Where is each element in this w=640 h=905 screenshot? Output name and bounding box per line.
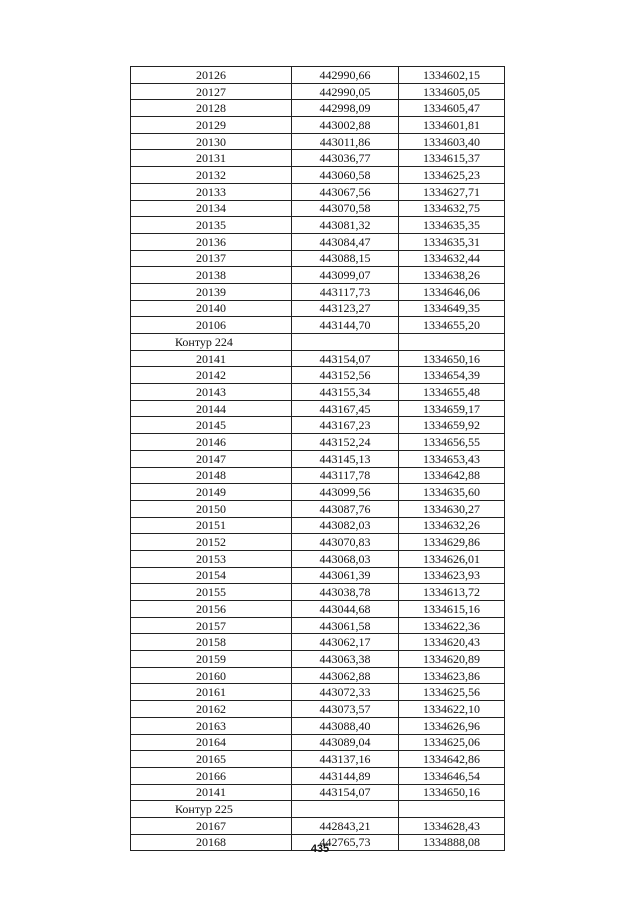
x-coordinate-cell: 443155,34	[292, 384, 399, 401]
y-coordinate-cell: 1334601,81	[399, 117, 505, 134]
table-row	[131, 751, 505, 768]
x-coordinate-cell: 443123,27	[292, 300, 399, 317]
table-row	[131, 417, 505, 434]
x-coordinate-cell: 443145,13	[292, 450, 399, 467]
y-coordinate-cell: 1334659,92	[399, 417, 505, 434]
x-coordinate-cell: 443089,04	[292, 734, 399, 751]
table-row	[131, 450, 505, 467]
point-number-cell: 20155	[131, 584, 292, 601]
table-row	[131, 684, 505, 701]
y-coordinate-cell: 1334632,75	[399, 200, 505, 217]
x-coordinate-cell: 443073,57	[292, 701, 399, 718]
table-row	[131, 400, 505, 417]
x-coordinate-cell: 443061,58	[292, 617, 399, 634]
point-number-cell: 20139	[131, 283, 292, 300]
y-coordinate-cell: 1334656,55	[399, 434, 505, 451]
x-coordinate-cell: 443152,56	[292, 367, 399, 384]
y-coordinate-cell: 1334603,40	[399, 133, 505, 150]
table-row	[131, 200, 505, 217]
y-coordinate-cell: 1334627,71	[399, 183, 505, 200]
y-coordinate-cell: 1334629,86	[399, 534, 505, 551]
point-number-cell: 20140	[131, 300, 292, 317]
table-row	[131, 150, 505, 167]
x-coordinate-cell	[292, 801, 399, 818]
table-row	[131, 567, 505, 584]
x-coordinate-cell: 443117,73	[292, 283, 399, 300]
table-row	[131, 584, 505, 601]
point-number-cell: 20156	[131, 601, 292, 618]
x-coordinate-cell: 443062,88	[292, 667, 399, 684]
table-row	[131, 100, 505, 117]
x-coordinate-cell: 443154,07	[292, 784, 399, 801]
point-number-cell: 20161	[131, 684, 292, 701]
x-coordinate-cell: 443152,24	[292, 434, 399, 451]
y-coordinate-cell: 1334625,56	[399, 684, 505, 701]
x-coordinate-cell: 443099,07	[292, 267, 399, 284]
table-row	[131, 434, 505, 451]
table-row	[131, 701, 505, 718]
table-row	[131, 83, 505, 100]
point-number-cell: 20164	[131, 734, 292, 751]
x-coordinate-cell: 442843,21	[292, 817, 399, 834]
x-coordinate-cell: 443167,23	[292, 417, 399, 434]
x-coordinate-cell: 443063,38	[292, 651, 399, 668]
point-number-cell: 20152	[131, 534, 292, 551]
point-number-cell: 20163	[131, 717, 292, 734]
x-coordinate-cell: 443011,86	[292, 133, 399, 150]
y-coordinate-cell: 1334642,88	[399, 467, 505, 484]
table-row	[131, 67, 505, 84]
x-coordinate-cell: 443137,16	[292, 751, 399, 768]
y-coordinate-cell: 1334615,16	[399, 601, 505, 618]
y-coordinate-cell: 1334653,43	[399, 450, 505, 467]
table-row	[131, 534, 505, 551]
y-coordinate-cell: 1334605,05	[399, 83, 505, 100]
table-row	[131, 267, 505, 284]
x-coordinate-cell: 443044,68	[292, 601, 399, 618]
y-coordinate-cell: 1334625,23	[399, 167, 505, 184]
y-coordinate-cell: 1334628,43	[399, 817, 505, 834]
point-number-cell: 20141	[131, 350, 292, 367]
table-row	[131, 550, 505, 567]
y-coordinate-cell: 1334605,47	[399, 100, 505, 117]
point-number-cell: 20143	[131, 384, 292, 401]
x-coordinate-cell: 443099,56	[292, 484, 399, 501]
y-coordinate-cell: 1334635,35	[399, 217, 505, 234]
table-row	[131, 283, 505, 300]
y-coordinate-cell: 1334623,86	[399, 667, 505, 684]
table-row	[131, 634, 505, 651]
point-number-cell: 20147	[131, 450, 292, 467]
point-number-cell: 20157	[131, 617, 292, 634]
table-row	[131, 734, 505, 751]
y-coordinate-cell	[399, 801, 505, 818]
table-row	[131, 651, 505, 668]
table-row	[131, 233, 505, 250]
table-row	[131, 517, 505, 534]
point-number-cell: 20160	[131, 667, 292, 684]
point-number-cell: 20165	[131, 751, 292, 768]
table-row	[131, 467, 505, 484]
table-row	[131, 183, 505, 200]
x-coordinate-cell: 442990,05	[292, 83, 399, 100]
x-coordinate-cell: 443070,83	[292, 534, 399, 551]
point-number-cell: 20151	[131, 517, 292, 534]
y-coordinate-cell: 1334659,17	[399, 400, 505, 417]
y-coordinate-cell: 1334635,60	[399, 484, 505, 501]
point-number-cell: 20135	[131, 217, 292, 234]
point-number-cell: 20131	[131, 150, 292, 167]
table-row	[131, 367, 505, 384]
x-coordinate-cell: 443088,15	[292, 250, 399, 267]
table-row	[131, 601, 505, 618]
table-row	[131, 667, 505, 684]
x-coordinate-cell: 443081,32	[292, 217, 399, 234]
y-coordinate-cell: 1334613,72	[399, 584, 505, 601]
y-coordinate-cell: 1334622,36	[399, 617, 505, 634]
table-row	[131, 617, 505, 634]
table-row	[131, 350, 505, 367]
x-coordinate-cell: 442990,66	[292, 67, 399, 84]
x-coordinate-cell: 443068,03	[292, 550, 399, 567]
table-row	[131, 500, 505, 517]
x-coordinate-cell: 443072,33	[292, 684, 399, 701]
y-coordinate-cell: 1334650,16	[399, 784, 505, 801]
y-coordinate-cell: 1334615,37	[399, 150, 505, 167]
point-number-cell: 20142	[131, 367, 292, 384]
y-coordinate-cell: 1334626,01	[399, 550, 505, 567]
point-number-cell: 20149	[131, 484, 292, 501]
point-number-cell: 20136	[131, 233, 292, 250]
y-coordinate-cell: 1334646,06	[399, 283, 505, 300]
section-header-row	[131, 334, 505, 351]
point-number-cell: 20127	[131, 83, 292, 100]
x-coordinate-cell: 443002,88	[292, 117, 399, 134]
x-coordinate-cell: 443088,40	[292, 717, 399, 734]
point-number-cell: 20146	[131, 434, 292, 451]
y-coordinate-cell: 1334642,86	[399, 751, 505, 768]
point-number-cell: 20132	[131, 167, 292, 184]
y-coordinate-cell: 1334620,43	[399, 634, 505, 651]
table-row	[131, 117, 505, 134]
point-number-cell: 20134	[131, 200, 292, 217]
y-coordinate-cell: 1334654,39	[399, 367, 505, 384]
y-coordinate-cell: 1334888,08	[399, 834, 505, 851]
table-row	[131, 484, 505, 501]
point-number-cell: 20166	[131, 767, 292, 784]
table-row	[131, 217, 505, 234]
point-number-cell: 20154	[131, 567, 292, 584]
y-coordinate-cell: 1334655,48	[399, 384, 505, 401]
table-row	[131, 767, 505, 784]
x-coordinate-cell: 442998,09	[292, 100, 399, 117]
table-row	[131, 384, 505, 401]
y-coordinate-cell: 1334625,06	[399, 734, 505, 751]
y-coordinate-cell: 1334630,27	[399, 500, 505, 517]
point-number-cell: 20150	[131, 500, 292, 517]
point-number-cell: 20145	[131, 417, 292, 434]
point-number-cell: 20167	[131, 817, 292, 834]
point-number-cell: 20162	[131, 701, 292, 718]
table-row	[131, 250, 505, 267]
x-coordinate-cell: 442765,73	[292, 834, 399, 851]
point-number-cell: 20126	[131, 67, 292, 84]
x-coordinate-cell: 443036,77	[292, 150, 399, 167]
table-row	[131, 717, 505, 734]
x-coordinate-cell: 443038,78	[292, 584, 399, 601]
y-coordinate-cell	[399, 334, 505, 351]
y-coordinate-cell: 1334623,93	[399, 567, 505, 584]
y-coordinate-cell: 1334632,26	[399, 517, 505, 534]
x-coordinate-cell: 443144,89	[292, 767, 399, 784]
point-number-cell: 20153	[131, 550, 292, 567]
x-coordinate-cell	[292, 334, 399, 351]
point-number-cell: 20158	[131, 634, 292, 651]
point-number-cell: 20148	[131, 467, 292, 484]
table-row	[131, 167, 505, 184]
point-number-cell: 20137	[131, 250, 292, 267]
y-coordinate-cell: 1334620,89	[399, 651, 505, 668]
section-header-row	[131, 801, 505, 818]
table-row	[131, 817, 505, 834]
x-coordinate-cell: 443082,03	[292, 517, 399, 534]
x-coordinate-cell: 443144,70	[292, 317, 399, 334]
point-number-cell: 20168	[131, 834, 292, 851]
x-coordinate-cell: 443154,07	[292, 350, 399, 367]
y-coordinate-cell: 1334602,15	[399, 67, 505, 84]
table-row	[131, 300, 505, 317]
x-coordinate-cell: 443062,17	[292, 634, 399, 651]
x-coordinate-cell: 443087,76	[292, 500, 399, 517]
x-coordinate-cell: 443060,58	[292, 167, 399, 184]
contour-label-cell: Контур 225	[131, 801, 292, 818]
y-coordinate-cell: 1334626,96	[399, 717, 505, 734]
y-coordinate-cell: 1334655,20	[399, 317, 505, 334]
x-coordinate-cell: 443061,39	[292, 567, 399, 584]
point-number-cell: 20106	[131, 317, 292, 334]
y-coordinate-cell: 1334650,16	[399, 350, 505, 367]
coordinates-table	[130, 66, 505, 851]
table-body	[131, 67, 505, 851]
contour-label-cell: Контур 224	[131, 334, 292, 351]
x-coordinate-cell: 443067,56	[292, 183, 399, 200]
y-coordinate-cell: 1334638,26	[399, 267, 505, 284]
y-coordinate-cell: 1334635,31	[399, 233, 505, 250]
y-coordinate-cell: 1334622,10	[399, 701, 505, 718]
x-coordinate-cell: 443167,45	[292, 400, 399, 417]
point-number-cell: 20144	[131, 400, 292, 417]
x-coordinate-cell: 443070,58	[292, 200, 399, 217]
point-number-cell: 20129	[131, 117, 292, 134]
y-coordinate-cell: 1334649,35	[399, 300, 505, 317]
point-number-cell: 20133	[131, 183, 292, 200]
table-row	[131, 317, 505, 334]
point-number-cell: 20130	[131, 133, 292, 150]
x-coordinate-cell: 443117,78	[292, 467, 399, 484]
point-number-cell: 20128	[131, 100, 292, 117]
table-row	[131, 784, 505, 801]
x-coordinate-cell: 443084,47	[292, 233, 399, 250]
page-number: 435	[310, 843, 330, 855]
table-row	[131, 133, 505, 150]
point-number-cell: 20138	[131, 267, 292, 284]
point-number-cell: 20141	[131, 784, 292, 801]
y-coordinate-cell: 1334646,54	[399, 767, 505, 784]
point-number-cell: 20159	[131, 651, 292, 668]
y-coordinate-cell: 1334632,44	[399, 250, 505, 267]
